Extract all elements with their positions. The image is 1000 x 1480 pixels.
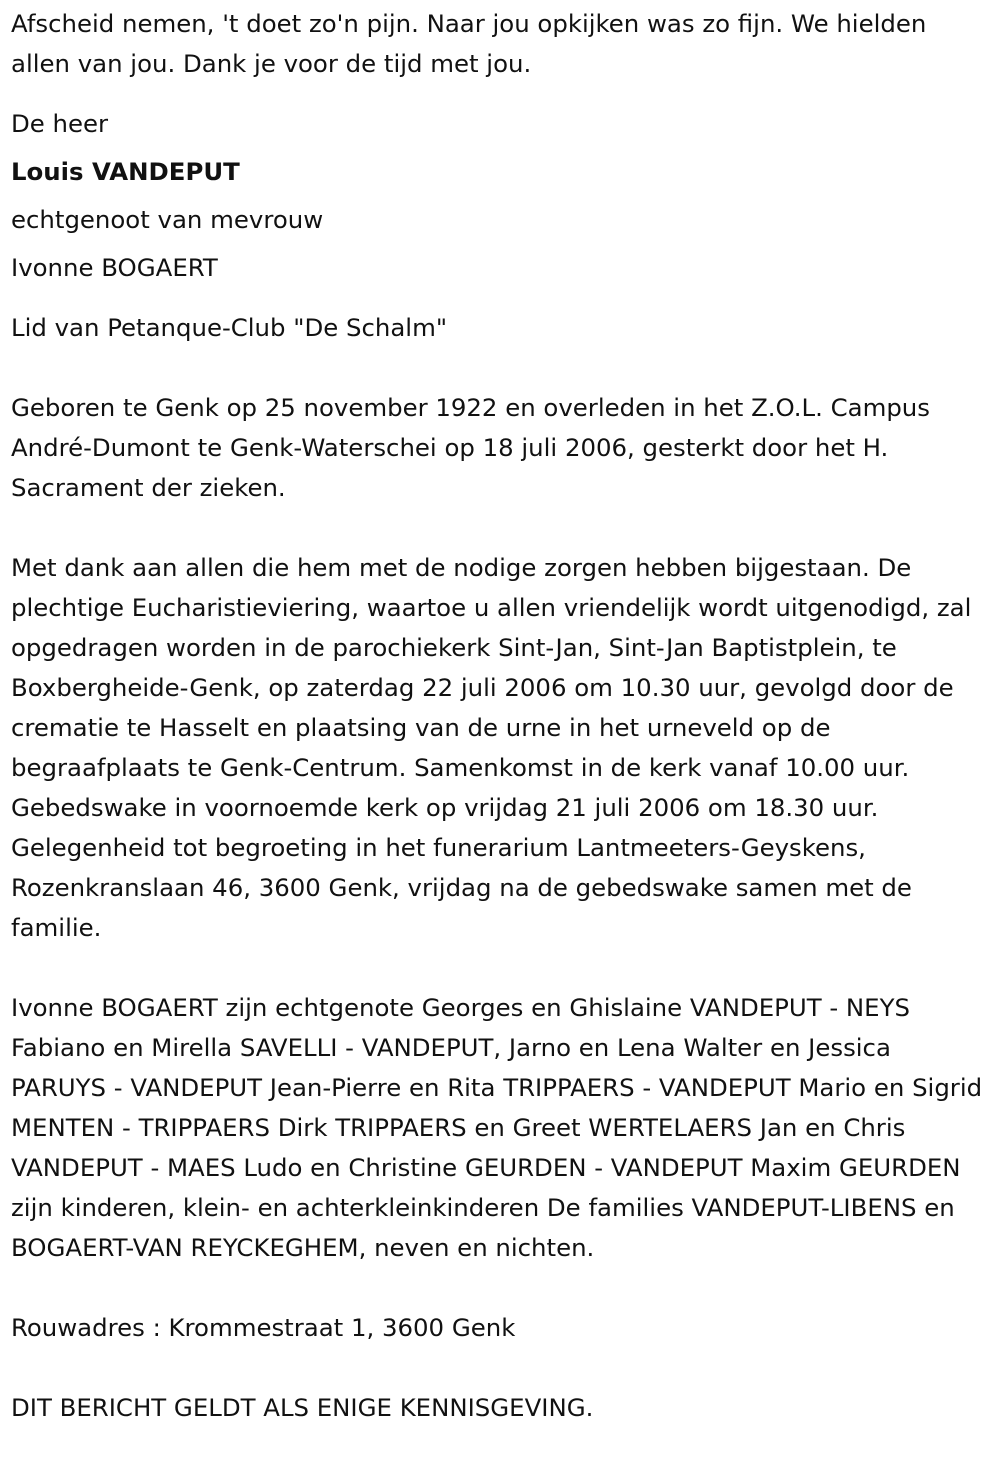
spacer: [11, 348, 990, 388]
spacer: [11, 292, 990, 308]
intro-poem: Afscheid nemen, 't doet zo'n pijn. Naar jou opkijken was zo fijn. We hielden allen van jou. Dank je voor de tijd met jou.: [11, 9, 927, 78]
spouse-name: Ivonne BOGAERT: [11, 253, 218, 282]
title-prefix: De heer: [11, 109, 109, 138]
deceased-name: Louis VANDEPUT: [11, 157, 240, 186]
spacer: [11, 84, 990, 100]
spacer: [11, 948, 990, 988]
official-notice: DIT BERICHT GELDT ALS ENIGE KENNISGEVING.: [11, 1393, 594, 1422]
spouse-relation: echtgenoot van mevrouw: [11, 205, 324, 234]
birth-death-paragraph: Geboren te Genk op 25 november 1922 en overleden in het Z.O.L. Campus André-Dumont te Genk-Waterschei op 18 juli 2006, gesterkt door het H. Sacrament der zieken.: [11, 393, 930, 502]
spacer: [11, 1348, 990, 1388]
membership: Lid van Petanque-Club "De Schalm": [11, 313, 448, 342]
spacer: [11, 508, 990, 548]
family-paragraph: Ivonne BOGAERT zijn echtgenote Georges en Ghislaine VANDEPUT - NEYS Fabiano en Mirella SAVELLI - VANDEPUT, Jarno en Lena Walter en Jessica PARUYS - VANDEPUT Jean-Pierre en Rita TRIPPAERS - VANDEPUT Mario en Sigrid MENTEN - TRIPPAERS Dirk TRIPPAERS en Greet WERTELAERS Jan en Chris VANDEPUT - MAES Ludo en Christine GEURDEN - VANDEPUT Maxim GEURDEN zijn kinderen, klein- en achterkleinkinderen De families VANDEPUT-LIBENS en BOGAERT-VAN REYCKEGHEM, neven en nichten.: [11, 993, 983, 1262]
mourning-address: Rouwadres : Krommestraat 1, 3600 Genk: [11, 1313, 516, 1342]
spacer: [11, 1268, 990, 1308]
ceremony-paragraph: Met dank aan allen die hem met de nodige zorgen hebben bijgestaan. De plechtige Eucharistieviering, waartoe u allen vriendelijk wordt uitgenodigd, zal opgedragen worden in de parochiekerk Sint-Jan, Sint-Jan Baptistplein, te Boxbergheide-Genk, op zaterdag 22 juli 2006 om 10.30 uur, gevolgd door de crematie te Hasselt en plaatsing van de urne in het urneveld op de begraafplaats te Genk-Centrum. Samenkomst in de kerk vanaf 10.00 uur. Gebedswake in voornoemde kerk op vrijdag 21 juli 2006 om 18.30 uur. Gelegenheid tot begroeting in het funerarium Lantmeeters-Geyskens, Rozenkranslaan 46, 3600 Genk, vrijdag na de gebedswake samen met de familie.: [11, 553, 972, 942]
